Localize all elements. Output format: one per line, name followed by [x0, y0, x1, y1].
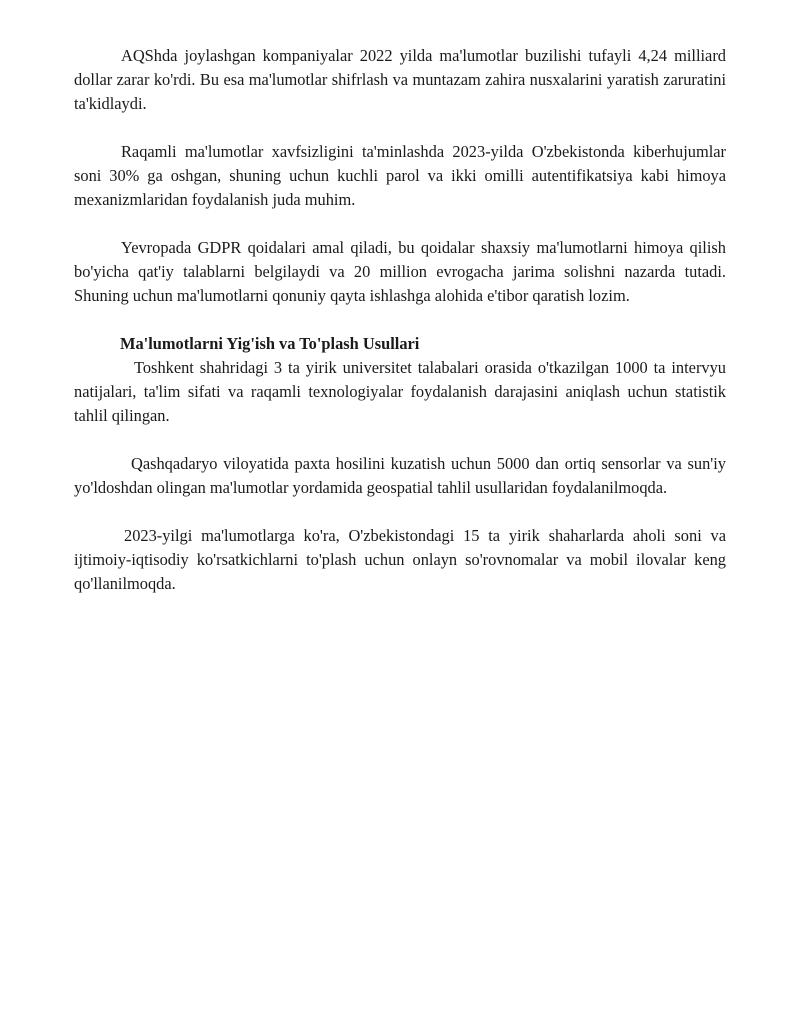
section-heading: Ma'lumotlarni Yig'ish va To'plash Usullari — [120, 334, 420, 353]
paragraph-kashkadarya-sensors: Qashqadaryo viloyatida paxta hosilini kuzatish uchun 5000 dan ortiq sensorlar va sun'iy yo'ldoshdan olingan ma'lumotlar yordamida geospatial tahlil usullaridan foydalanilmoqda. — [74, 454, 726, 497]
paragraph-gdpr-europe: Yevropada GDPR qoidalari amal qiladi, bu qoidalar shaxsiy ma'lumotlarni himoya qilish bo'yicha qat'iy talablarni belgilaydi va 20 million evrogacha jarima solishni nazarda tutadi. Shuning uchun ma'lumotlarni qonuniy qayta ishlashga alohida e'tibor qaratish lozim. — [74, 238, 726, 305]
document-body — [74, 44, 726, 620]
paragraph-data-breach-losses: AQShda joylashgan kompaniyalar 2022 yilda ma'lumotlar buzilishi tufayli 4,24 milliard dollar zarar ko'rdi. Bu esa ma'lumotlar shifrlash va muntazam zahira nusxalarini yaratish zaruratini ta'kidlaydi. — [74, 46, 726, 113]
paragraph-city-surveys: 2023-yilgi ma'lumotlarga ko'ra, O'zbekistondagi 15 ta yirik shaharlarda aholi soni va ijtimoiy-iqtisodiy ko'rsatkichlarni to'plash uchun onlayn so'rovnomalar va mobil ilovalar keng qo'llanilmoqda. — [74, 526, 726, 593]
paragraph-tashkent-interviews: Toshkent shahridagi 3 ta yirik universitet talabalari orasida o'tkazilgan 1000 ta intervyu natijalari, ta'lim sifati va raqamli texnologiyalar foydalanish darajasini aniqlash uchun statistik tahlil qilingan. — [74, 358, 726, 425]
paragraph-cybersecurity-uzbekistan: Raqamli ma'lumotlar xavfsizligini ta'minlashda 2023-yilda O'zbekistonda kiberhujumlar soni 30% ga oshgan, shuning uchun kuchli parol va ikki omilli autentifikatsiya kabi himoya mexanizmlaridan foydalanish juda muhim. — [74, 142, 726, 209]
